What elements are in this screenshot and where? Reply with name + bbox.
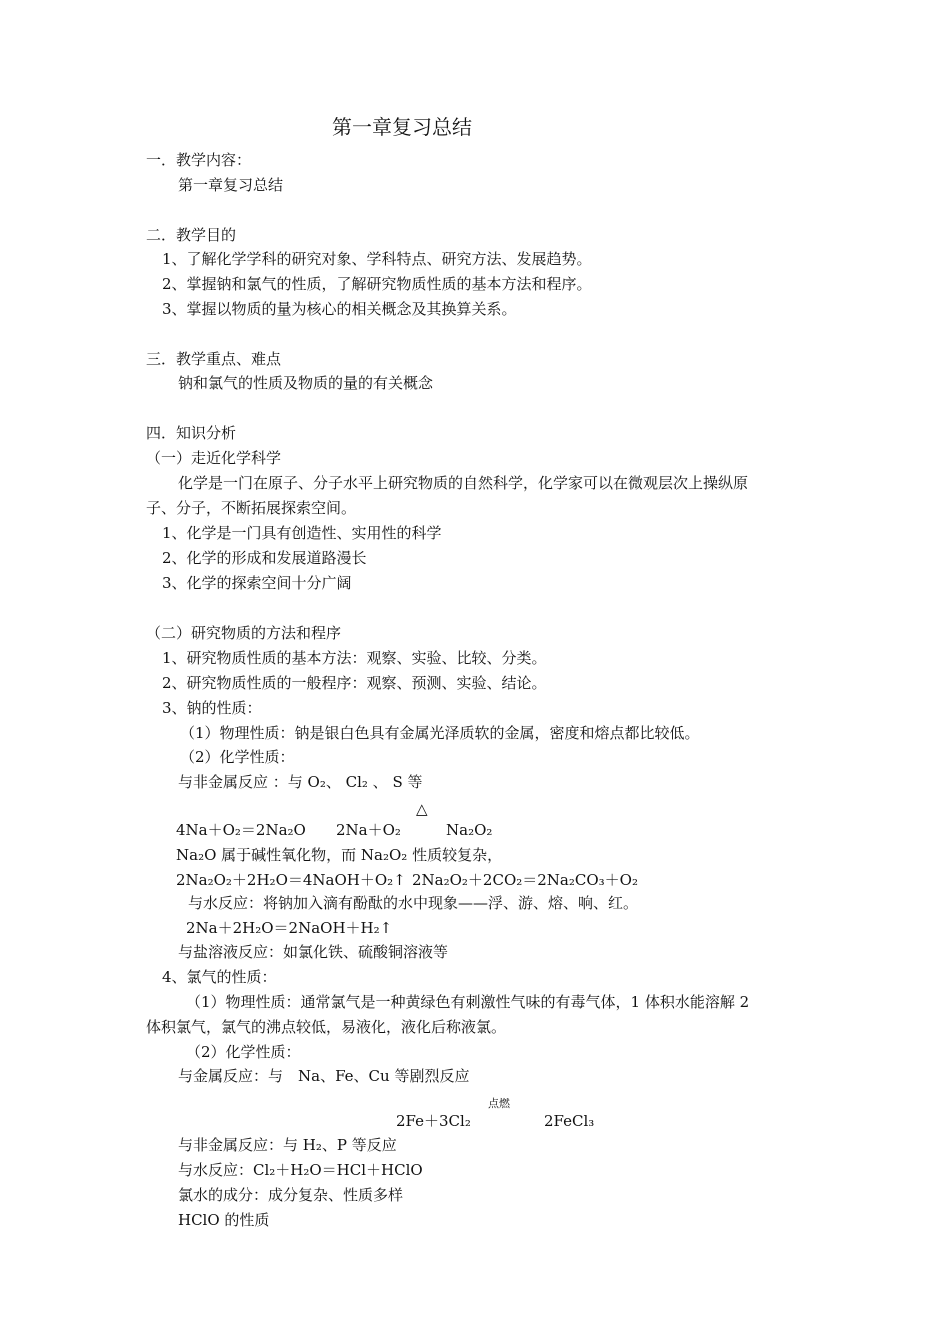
page-title: 第一章复习总结 xyxy=(332,115,472,139)
chlorine-physical-line-1: （1）物理性质：通常氯气是一种黄绿色有刺激性气味的有毒气体，1 体积水能溶解 2 xyxy=(186,993,750,1011)
part-1-item-3: 3、化学的探索空间十分广阔 xyxy=(162,574,352,592)
goal-item-2: 2、掌握钠和氯气的性质，了解研究物质性质的基本方法和程序。 xyxy=(162,275,592,293)
equation-iron-chlorine-product: 2FeCl₃ xyxy=(544,1112,595,1130)
oxide-note: Na₂O 属于碱性氧化物，而 Na₂O₂ 性质较复杂， xyxy=(176,846,503,864)
part-1-heading: （一）走近化学科学 xyxy=(146,449,282,467)
part-1-item-1: 1、化学是一门具有创造性、实用性的科学 xyxy=(162,524,442,542)
sodium-nonmetal-reaction: 与非金属反应 ：与 O₂、 Cl₂ 、 S 等 xyxy=(178,773,423,791)
chlorine-physical-line-2: 体积氯气，氯气的沸点较低，易液化，液化后称液氯。 xyxy=(146,1018,507,1036)
chlorine-metal-reaction: 与金属反应：与 Na、Fe、Cu 等剧烈反应 xyxy=(178,1067,470,1085)
heating-condition-symbol: △ xyxy=(416,800,428,818)
equation-sodium-oxide: 4Na＋O₂＝2Na₂O xyxy=(176,821,306,839)
section-3-content: 钠和氯气的性质及物质的量的有关概念 xyxy=(178,374,434,392)
equation-sodium-peroxide-product: Na₂O₂ xyxy=(446,821,493,839)
chlorine-chemical-heading: （2）化学性质： xyxy=(186,1043,301,1061)
sodium-salt-reaction: 与盐溶液反应：如氯化铁、硫酸铜溶液等 xyxy=(178,943,449,961)
procedure-item: 2、研究物质性质的一般程序：观察、预测、实验、结论。 xyxy=(162,674,547,692)
equation-sodium-water: 2Na＋2H₂O＝2NaOH＋H₂↑ xyxy=(186,919,393,937)
section-1-content: 第一章复习总结 xyxy=(178,176,284,194)
ignition-condition-label: 点燃 xyxy=(488,1097,510,1110)
section-3-heading: 三．教学重点、难点 xyxy=(146,350,282,368)
part-1-item-2: 2、化学的形成和发展道路漫长 xyxy=(162,549,367,567)
chlorine-water-reaction: 与水反应：Cl₂＋H₂O＝HCl＋HClO xyxy=(178,1161,423,1179)
equation-iron-chlorine-reactants: 2Fe＋3Cl₂ xyxy=(396,1112,471,1130)
equation-peroxide-co2: 2Na₂O₂＋2CO₂＝2Na₂CO₃＋O₂ xyxy=(412,871,638,889)
sodium-physical-properties: （1）物理性质：钠是银白色具有金属光泽质软的金属，密度和熔点都比较低。 xyxy=(180,724,700,742)
section-1-heading: 一．教学内容： xyxy=(146,151,252,169)
goal-item-1: 1、了解化学学科的研究对象、学科特点、研究方法、发展趋势。 xyxy=(162,250,592,268)
chlorine-heading: 4、氯气的性质： xyxy=(162,968,277,986)
part-1-paragraph-line-2: 子、分子，不断拓展探索空间。 xyxy=(146,499,357,517)
sodium-chemical-heading: （2）化学性质： xyxy=(180,748,295,766)
hclo-properties: HClO 的性质 xyxy=(178,1211,270,1229)
equation-peroxide-water: 2Na₂O₂＋2H₂O＝4NaOH＋O₂↑ xyxy=(176,871,406,889)
part-2-heading: （二）研究物质的方法和程序 xyxy=(146,624,342,642)
chlorine-water-composition: 氯水的成分：成分复杂、性质多样 xyxy=(178,1186,404,1204)
section-4-heading: 四．知识分析 xyxy=(146,424,237,442)
method-item: 1、研究物质性质的基本方法：观察、实验、比较、分类。 xyxy=(162,649,547,667)
chlorine-nonmetal-reaction: 与非金属反应：与 H₂、P 等反应 xyxy=(178,1136,397,1154)
goal-item-3: 3、掌握以物质的量为核心的相关概念及其换算关系。 xyxy=(162,300,517,318)
sodium-heading: 3、钠的性质： xyxy=(162,699,262,717)
equation-sodium-peroxide-reactants: 2Na＋O₂ xyxy=(336,821,401,839)
section-2-heading: 二．教学目的 xyxy=(146,226,237,244)
sodium-water-reaction: 与水反应：将钠加入滴有酚酞的水中现象——浮、游、熔、响、红。 xyxy=(188,894,639,912)
part-1-paragraph-line-1: 化学是一门在原子、分子水平上研究物质的自然科学，化学家可以在微观层次上操纵原 xyxy=(178,474,749,492)
